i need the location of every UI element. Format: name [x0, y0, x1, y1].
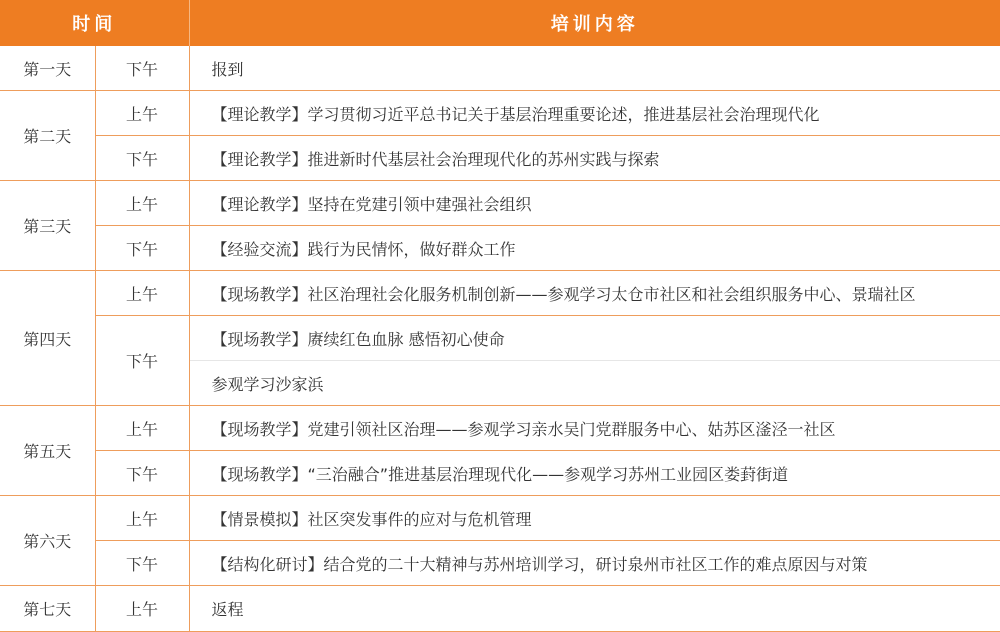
- time-cell: 上午: [95, 181, 189, 226]
- table-row: [0, 226, 1000, 271]
- content-cell: 【理论教学】学习贯彻习近平总书记关于基层治理重要论述，推进基层社会治理现代化: [189, 91, 1000, 136]
- content-cell: 参观学习沙家浜: [189, 361, 1000, 406]
- header-content: 培训内容: [189, 0, 1000, 46]
- content-cell: 【经验交流】践行为民情怀，做好群众工作: [189, 226, 1000, 271]
- table-row: [0, 451, 1000, 496]
- table-row: [0, 181, 1000, 226]
- day-cell: 第一天: [0, 46, 95, 91]
- table-row: [0, 91, 1000, 136]
- day-cell: 第四天: [0, 271, 95, 406]
- table-row: [0, 316, 1000, 361]
- table-row: [0, 136, 1000, 181]
- content-cell: 【现场教学】“三治融合”推进基层治理现代化——参观学习苏州工业园区娄葑街道: [189, 451, 1000, 496]
- table-row: [0, 586, 1000, 632]
- content-cell: 【现场教学】社区治理社会化服务机制创新——参观学习太仓市社区和社会组织服务中心、景瑞社区: [189, 271, 1000, 316]
- time-cell: 上午: [95, 91, 189, 136]
- time-cell: 上午: [95, 586, 189, 632]
- day-cell: 第二天: [0, 91, 95, 181]
- table-row: [0, 271, 1000, 316]
- time-cell: 上午: [95, 496, 189, 541]
- time-cell: 上午: [95, 406, 189, 451]
- table-row: [0, 541, 1000, 586]
- time-cell: 上午: [95, 271, 189, 316]
- table-header-row: [0, 0, 1000, 46]
- time-cell: 下午: [95, 541, 189, 586]
- day-cell: 第六天: [0, 496, 95, 586]
- time-cell: 下午: [95, 316, 189, 406]
- content-cell: 报到: [189, 46, 1000, 91]
- table-row: [0, 406, 1000, 451]
- content-cell: 【理论教学】推进新时代基层社会治理现代化的苏州实践与探索: [189, 136, 1000, 181]
- content-cell: 返程: [189, 586, 1000, 632]
- time-cell: 下午: [95, 136, 189, 181]
- content-cell: 【现场教学】赓续红色血脉 感悟初心使命: [189, 316, 1000, 361]
- time-cell: 下午: [95, 226, 189, 271]
- table-row: [0, 496, 1000, 541]
- day-cell: 第五天: [0, 406, 95, 496]
- table-row: [0, 46, 1000, 91]
- day-cell: 第七天: [0, 586, 95, 632]
- header-time: 时间: [0, 0, 189, 46]
- day-cell: 第三天: [0, 181, 95, 271]
- content-cell: 【现场教学】党建引领社区治理——参观学习亲水吴门党群服务中心、姑苏区滏泾一社区: [189, 406, 1000, 451]
- time-cell: 下午: [95, 46, 189, 91]
- content-cell: 【情景模拟】社区突发事件的应对与危机管理: [189, 496, 1000, 541]
- content-cell: 【理论教学】坚持在党建引领中建强社会组织: [189, 181, 1000, 226]
- content-cell: 【结构化研讨】结合党的二十大精神与苏州培训学习，研讨泉州市社区工作的难点原因与对策: [189, 541, 1000, 586]
- time-cell: 下午: [95, 451, 189, 496]
